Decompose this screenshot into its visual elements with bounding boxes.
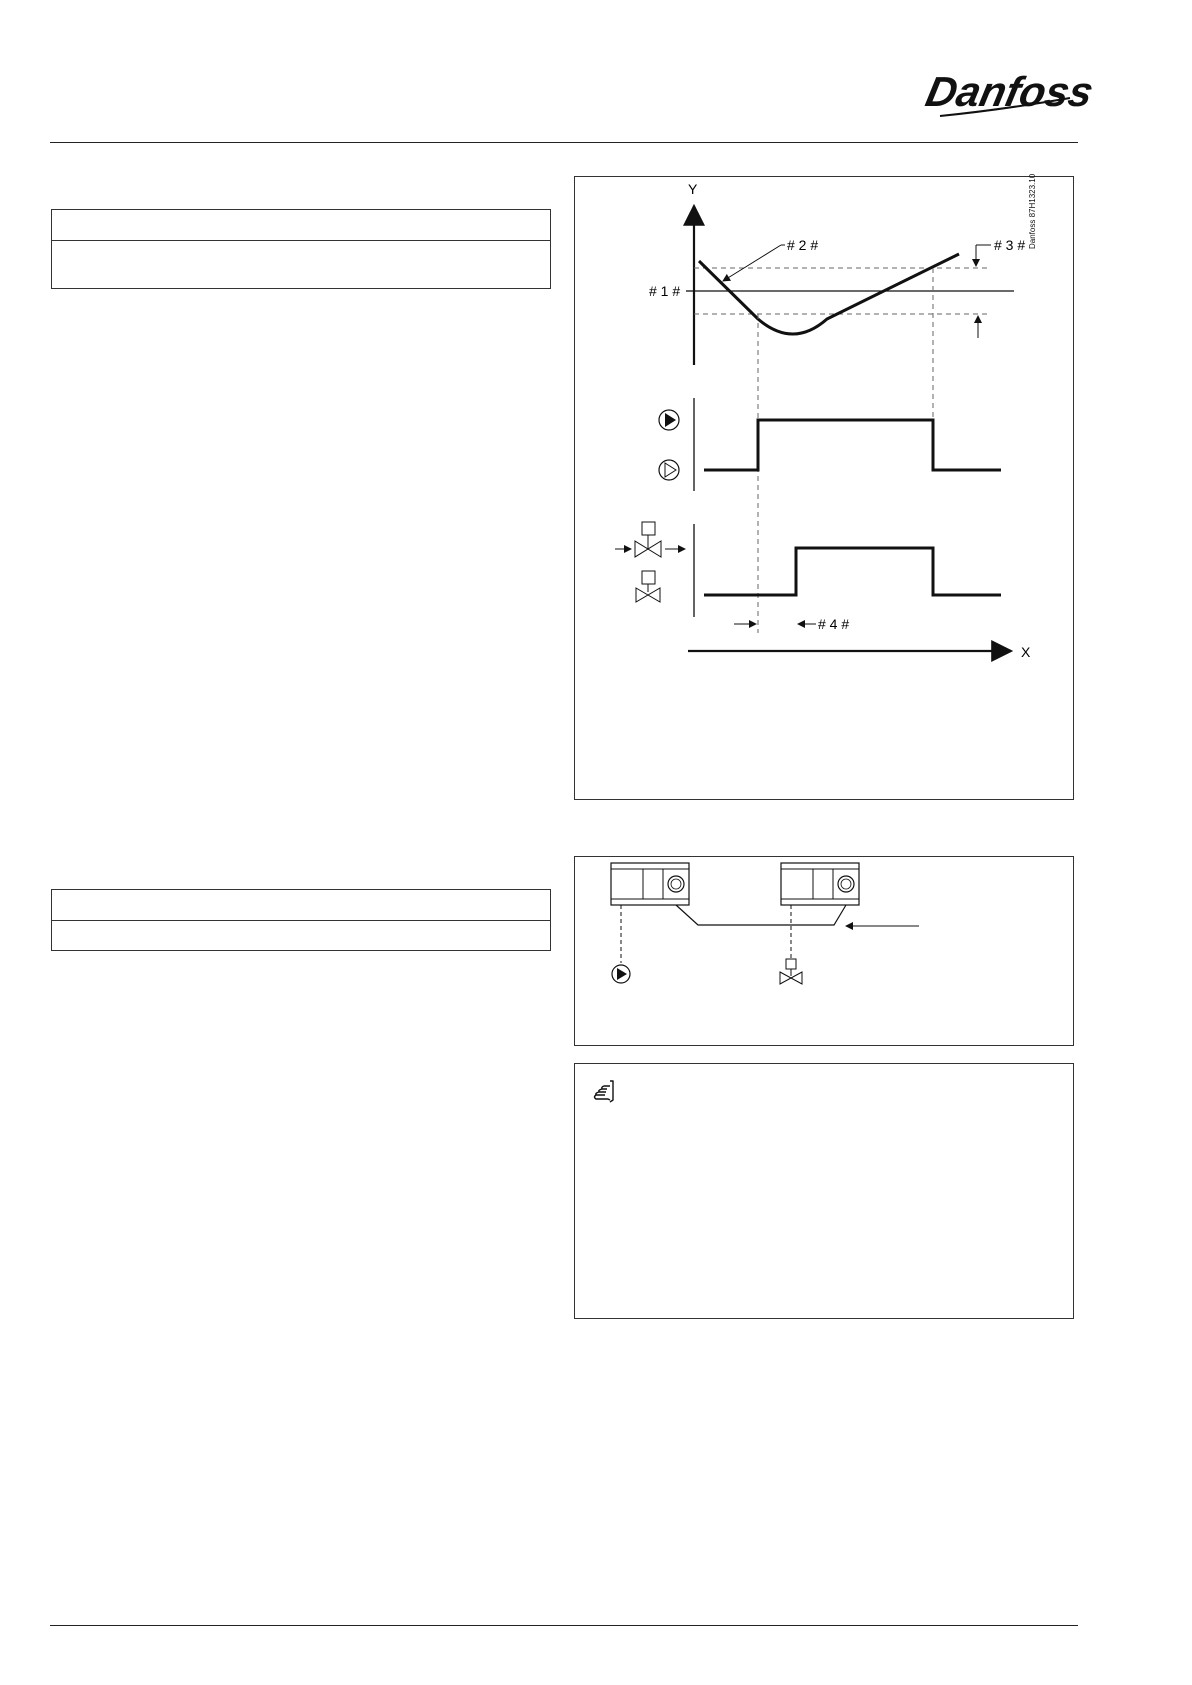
note-frame [574,1063,1074,1319]
header-rule [50,142,1078,143]
y-axis-label: Y [688,181,698,197]
label-3: # 3 # [994,237,1026,253]
controller-left [611,863,689,905]
label-4: # 4 # [818,616,850,632]
brand-logo-text: Danfoss [921,68,1098,115]
label-2: # 2 # [787,237,819,253]
danfoss-logo [921,58,1098,128]
valve-signal [704,548,1001,595]
valve-icon [780,959,802,984]
pump-icon [612,965,630,983]
timing-diagram-frame [574,173,1074,800]
network-cable [676,905,846,925]
table-row [52,920,550,950]
timing-diagram [575,173,1075,801]
pointing-hand-icon [589,1078,619,1108]
wiring-diagram-frame [574,856,1074,1046]
pump-signal [704,420,1001,470]
diagram-id-code: Danfoss 87H1323.10 [1028,173,1037,249]
parameter-table-1 [51,209,551,289]
wiring-diagram [575,857,1075,1047]
table-header-row [52,210,550,240]
measured-curve [699,254,959,334]
valve-closed-icon [636,571,660,602]
pump-off-icon [659,460,679,480]
pump-on-icon [659,410,679,430]
footer-rule [50,1625,1078,1626]
table-row [52,240,550,288]
valve-open-icon [615,522,685,557]
x-axis-label: X [1021,644,1031,660]
controller-right [781,863,859,905]
parameter-table-2 [51,889,551,951]
label-1: # 1 # [649,283,681,299]
table-header-row [52,890,550,920]
